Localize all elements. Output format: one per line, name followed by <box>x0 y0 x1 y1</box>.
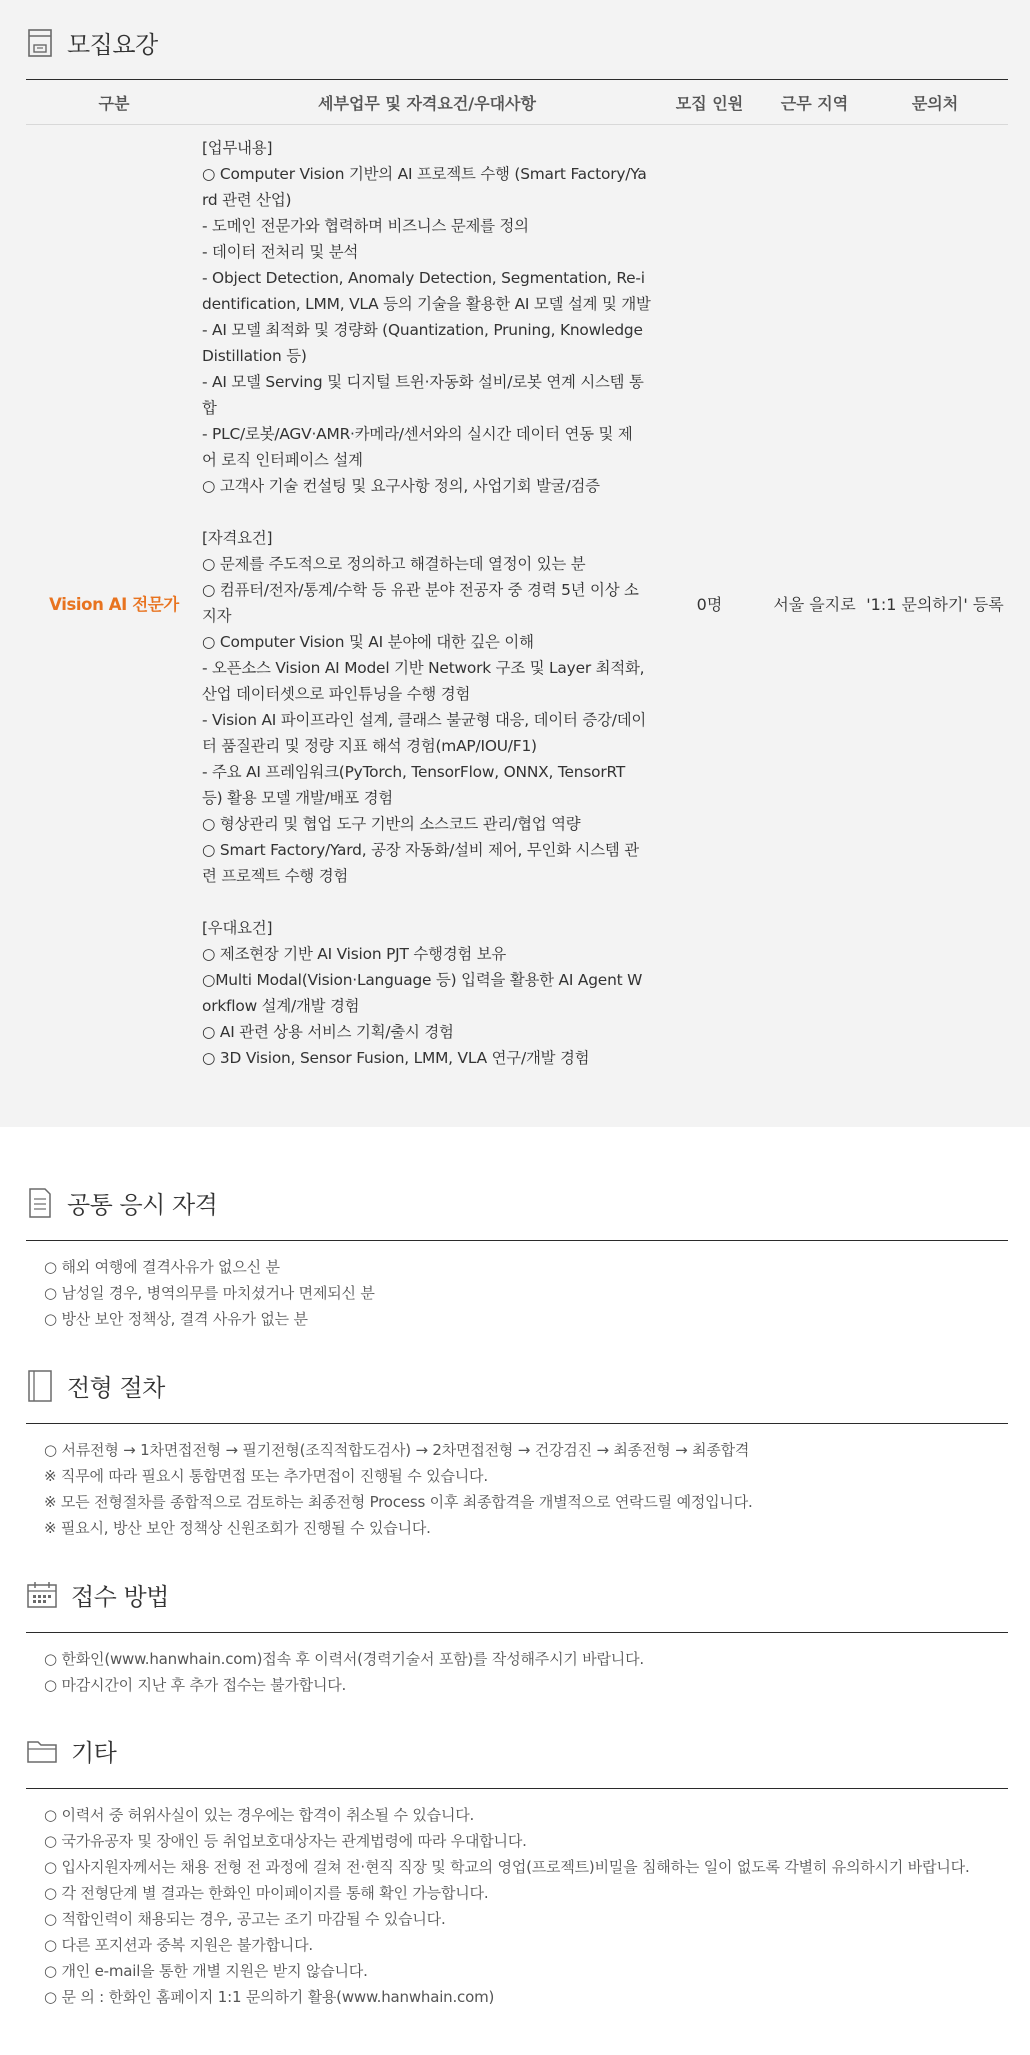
description-line: 어 로직 인터페이스 설계 <box>202 451 363 469</box>
description-line: ○ Computer Vision 기반의 AI 프로젝트 수행 (Smart Factory/Ya <box>202 165 647 183</box>
section-title: 기타 <box>71 1739 117 1767</box>
description-line: 터 품질관리 및 정량 지표 해석 경험(mAP/IOU/F1) <box>202 737 537 755</box>
description-line: ○ 3D Vision, Sensor Fusion, LMM, VLA 연구/개발 경험 <box>202 1049 590 1067</box>
qualification-header <box>26 1185 217 1220</box>
description-line: orkflow 설계/개발 경험 <box>202 997 360 1015</box>
description-line: - 오픈소스 Vision AI Model 기반 Network 구조 및 Layer 최적화, <box>202 659 645 677</box>
description-line: 합 <box>202 399 217 417</box>
description-line: ○Multi Modal(Vision·Language 등) 입력을 활용한 AI Agent W <box>202 971 643 989</box>
process-header <box>26 1368 165 1403</box>
list-item: ○ 문 의 : 한화인 홈페이지 1:1 문의하기 활용(www.hanwhain.com) <box>44 1988 495 2006</box>
table-header-row <box>26 80 1008 125</box>
application-header <box>26 1577 169 1612</box>
section-title: 전형 절차 <box>67 1374 165 1402</box>
process-list <box>44 1437 753 1541</box>
divider <box>26 1240 1008 1241</box>
description-line: dentification, LMM, VLA 등의 기술을 활용한 AI 모델 설계 및 개발 <box>202 295 651 313</box>
qualification-list <box>44 1254 375 1332</box>
list-item: ○ 국가유공자 및 장애인 등 취업보호대상자는 관계법령에 따라 우대합니다. <box>44 1832 527 1850</box>
description-line: ○ 형상관리 및 협업 도구 기반의 소스코드 관리/협업 역량 <box>202 815 581 833</box>
section-title: 모집요강 <box>67 31 158 59</box>
description-line: - Vision AI 파이프라인 설계, 클래스 불균형 대응, 데이터 증강/데이 <box>202 711 647 729</box>
etc-header <box>26 1733 116 1768</box>
description-line: - AI 모델 최적화 및 경량화 (Quantization, Pruning, Knowledge <box>202 321 643 339</box>
folder-icon <box>26 1737 58 1765</box>
description-spacer <box>202 499 652 525</box>
description-line: - 데이터 전처리 및 분석 <box>202 243 359 261</box>
description-line: rd 관련 산업) <box>202 191 292 209</box>
calendar-icon <box>26 1580 58 1610</box>
description-line: 산업 데이터셋으로 파인튜닝을 수행 경험 <box>202 685 471 703</box>
column-header: 문의처 <box>862 80 1008 125</box>
list-item: ○ 이력서 중 허위사실이 있는 경우에는 합격이 취소될 수 있습니다. <box>44 1806 475 1824</box>
job-role: Vision AI 전문가 <box>49 595 179 614</box>
description-line: - PLC/로봇/AGV·AMR·카메라/센서와의 실시간 데이터 연동 및 제 <box>202 425 633 443</box>
description-line: ○ AI 관련 상용 서비스 기획/출시 경험 <box>202 1023 454 1041</box>
column-header: 근무 지역 <box>767 80 862 125</box>
column-header: 세부업무 및 자격요건/우대사항 <box>202 80 652 125</box>
list-item: ※ 필요시, 방산 보안 정책상 신원조회가 진행될 수 있습니다. <box>44 1519 431 1537</box>
description-line: - 주요 AI 프레임워크(PyTorch, TensorFlow, ONNX, TensorRT <box>202 763 626 781</box>
divider <box>26 1632 1008 1633</box>
contact-cell: '1:1 문의하기' 등록 <box>866 594 1004 614</box>
description-line: ○ 고객사 기술 컨설팅 및 요구사항 정의, 사업기회 발굴/검증 <box>202 477 600 495</box>
description-line: 지자 <box>202 607 232 625</box>
section-title: 공통 응시 자격 <box>67 1191 218 1219</box>
description-spacer <box>202 889 652 915</box>
list-item: ○ 마감시간이 지난 후 추가 접수는 불가합니다. <box>44 1676 347 1694</box>
description-line: ○ 컴퓨터/전자/통계/수학 등 유관 분야 전공자 중 경력 5년 이상 소 <box>202 581 639 599</box>
description-line: 등) 활용 모델 개발/배포 경험 <box>202 789 393 807</box>
description-line: Distillation 등) <box>202 347 307 365</box>
description-line: ○ Smart Factory/Yard, 공장 자동화/설비 제어, 무인화 시스템 관 <box>202 841 639 859</box>
document-list-icon <box>26 1187 54 1219</box>
section-title: 접수 방법 <box>71 1583 169 1611</box>
list-item: ○ 다른 포지션과 중복 지원은 불가합니다. <box>44 1936 313 1954</box>
etc-list <box>44 1802 970 2010</box>
recruitment-header <box>26 25 158 60</box>
table-row <box>26 125 1008 1082</box>
list-item: ○ 남성일 경우, 병역의무를 마치셨거나 면제되신 분 <box>44 1284 375 1302</box>
description-line: ○ 문제를 주도적으로 정의하고 해결하는데 열정이 있는 분 <box>202 555 586 573</box>
list-item: ※ 모든 전형절차를 종합적으로 검토하는 최종전형 Process 이후 최종합격을 개별적으로 연락드릴 예정입니다. <box>44 1493 753 1511</box>
location-cell: 서울 을지로 <box>773 594 856 614</box>
description-line: [우대요건] <box>202 919 273 937</box>
description-line: - AI 모델 Serving 및 디지털 트윈·자동화 설비/로봇 연계 시스템 통 <box>202 373 644 391</box>
divider <box>26 1788 1008 1789</box>
recruitment-table <box>26 80 1008 1081</box>
list-item: ※ 직무에 따라 필요시 통합면접 또는 추가면접이 진행될 수 있습니다. <box>44 1467 488 1485</box>
description-line: 련 프로젝트 수행 경험 <box>202 867 349 885</box>
list-item: ○ 서류전형 → 1차면접전형 → 필기전형(조직적합도검사) → 2차면접전형 → 건강검진 → 최종전형 → 최종합격 <box>44 1441 750 1459</box>
divider <box>26 1423 1008 1424</box>
list-item: ○ 개인 e-mail을 통한 개별 지원은 받지 않습니다. <box>44 1962 368 1980</box>
inbox-icon <box>26 27 54 59</box>
application-list <box>44 1646 644 1698</box>
list-item: ○ 한화인(www.hanwhain.com)접속 후 이력서(경력기술서 포함)를 작성해주시기 바랍니다. <box>44 1650 644 1668</box>
description-line: [업무내용] <box>202 139 273 157</box>
column-header: 구분 <box>26 80 202 125</box>
list-item: ○ 방산 보안 정책상, 결격 사유가 없는 분 <box>44 1310 308 1328</box>
description-line: ○ 제조현장 기반 AI Vision PJT 수행경험 보유 <box>202 945 507 963</box>
description-line: [자격요건] <box>202 529 273 547</box>
list-item: ○ 적합인력이 채용되는 경우, 공고는 조기 마감될 수 있습니다. <box>44 1910 446 1928</box>
list-item: ○ 해외 여행에 결격사유가 없으신 분 <box>44 1258 280 1276</box>
job-description <box>202 125 652 1082</box>
openings-cell: 0명 <box>696 594 723 614</box>
column-header: 모집 인원 <box>652 80 767 125</box>
list-item: ○ 입사지원자께서는 채용 전형 전 과정에 걸쳐 전·현직 직장 및 학교의 영업(프로젝트)비밀을 침해하는 일이 없도록 각별히 유의하시기 바랍니다. <box>44 1858 970 1876</box>
list-item: ○ 각 전형단계 별 결과는 한화인 마이페이지를 통해 확인 가능합니다. <box>44 1884 489 1902</box>
description-line: ○ Computer Vision 및 AI 분야에 대한 깊은 이해 <box>202 633 534 651</box>
description-line: - 도메인 전문가와 협력하며 비즈니스 문제를 정의 <box>202 217 529 235</box>
book-icon <box>26 1369 54 1403</box>
description-line: - Object Detection, Anomaly Detection, Segmentation, Re-i <box>202 269 645 287</box>
